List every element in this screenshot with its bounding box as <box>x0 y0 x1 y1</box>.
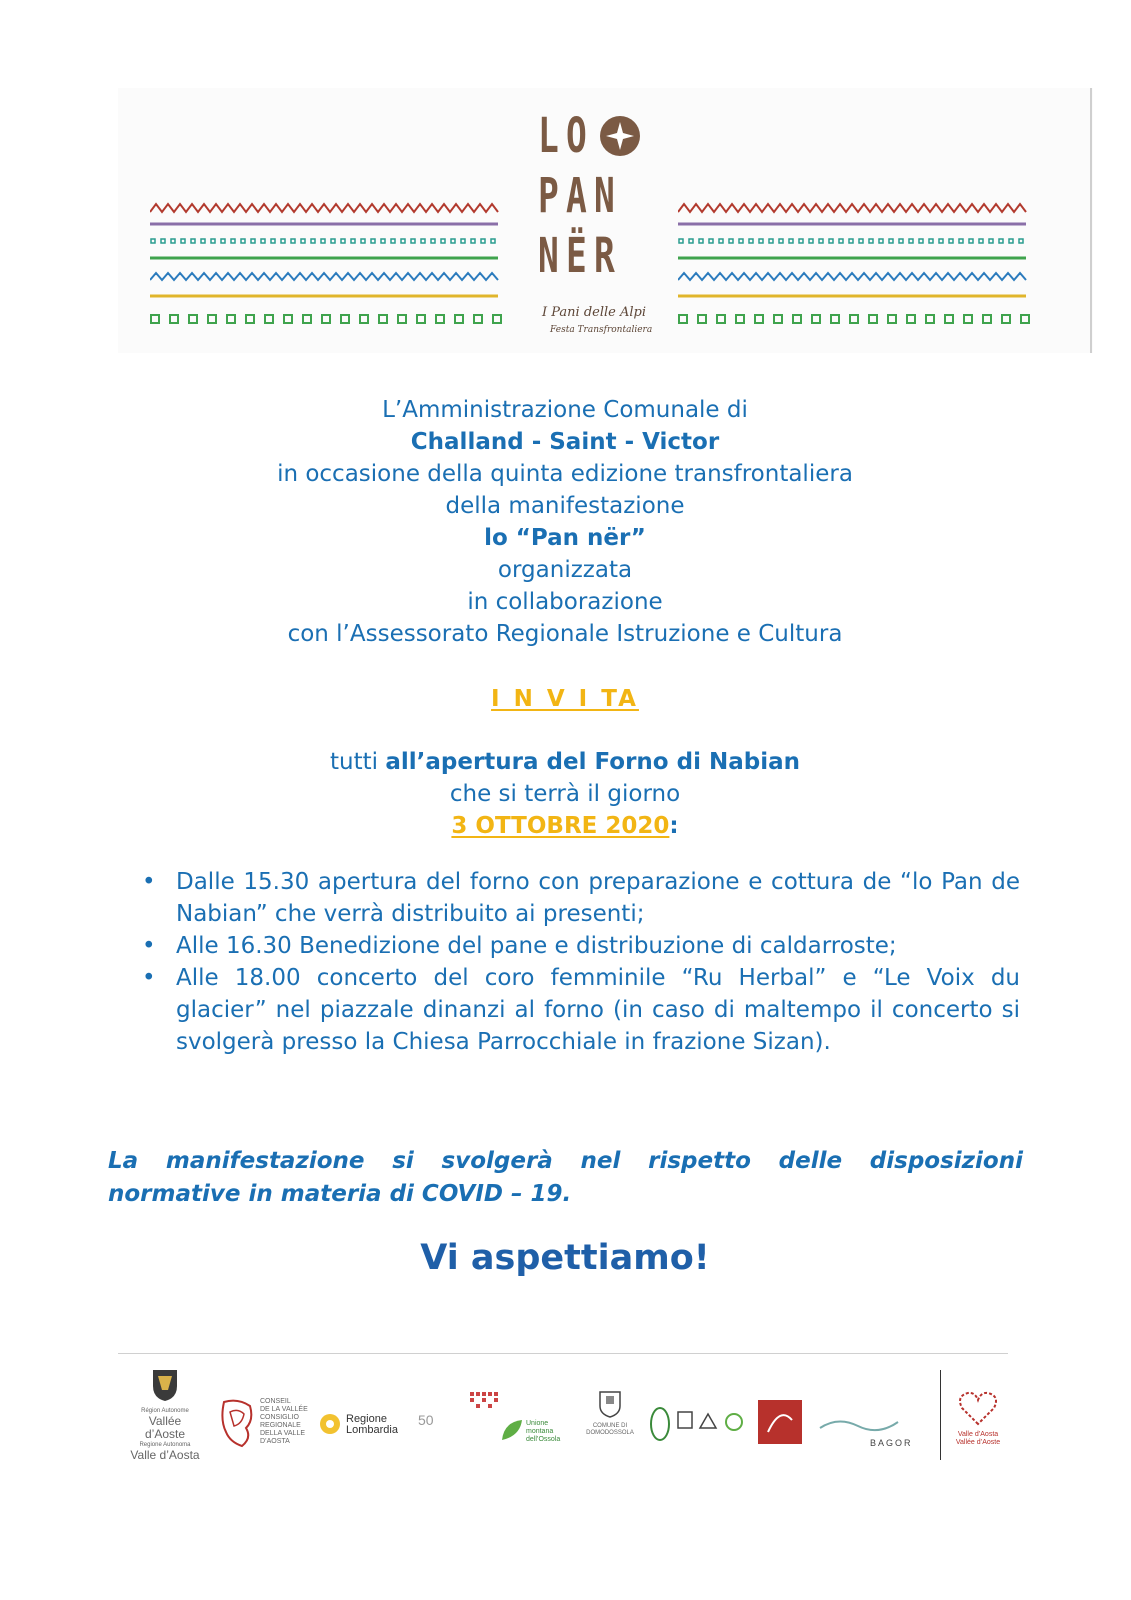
lombardia-rose-icon <box>318 1412 342 1436</box>
program-item: • Alle 18.00 concerto del coro femminile “Ru Herbal” e “Le Voix du glacier” nel piazzale dinanzi al forno (in caso di maltempo il concerto si svolgerà presso la Chiesa Parrocchiale in frazione Sizan). <box>140 962 1020 1058</box>
opening-block <box>110 746 1020 842</box>
brand-line-1: Valle d’Aosta <box>957 1431 999 1438</box>
partner-logos-icon <box>648 1400 758 1450</box>
waves-icon <box>818 1412 908 1436</box>
coat-of-arms-icon <box>150 1366 180 1402</box>
ossola-leaf-icon <box>500 1418 524 1442</box>
intro-line-3: in occasione della quinta edizione transfrontaliera <box>277 461 853 487</box>
invita-heading: I N V I TA <box>491 686 639 712</box>
sponsor-logos <box>118 1360 1008 1475</box>
consiglio-line-1: CONSEIL <box>260 1398 291 1405</box>
banner-edge-line <box>1090 88 1092 353</box>
comune-crest-icon <box>598 1388 622 1418</box>
invita-heading-wrap <box>110 683 1020 715</box>
intro-line-6: organizzata <box>497 557 633 583</box>
sponsor-valle-aosta-brand <box>948 1390 1008 1447</box>
logo-subtitle: I Pani delle Alpi <box>542 305 647 320</box>
sponsor-bacor <box>818 1412 913 1448</box>
date-line <box>110 810 1020 842</box>
heart-icon <box>958 1390 998 1426</box>
sponsor-unesco-group <box>648 1400 758 1455</box>
logo-line-3: NËR <box>538 228 623 284</box>
grid-logo-icon <box>468 1390 518 1420</box>
decorative-pattern-left <box>150 200 510 340</box>
logo-tagline: Festa Transfrontaliera <box>550 325 653 335</box>
covid-note: La manifestazione si svolgerà nel rispetto delle disposizioni normative in materia di COVID – 19. <box>108 1148 1023 1207</box>
red-square-icon <box>758 1400 802 1444</box>
sponsor-va-line-3: Regione Autonoma <box>139 1442 191 1448</box>
event-date: 3 OTTOBRE 2020 <box>451 813 670 839</box>
opening-title: all’apertura del Forno di Nabian <box>385 749 800 775</box>
anniversary-badge: 50 <box>418 1412 434 1428</box>
footer-divider <box>118 1353 1008 1354</box>
intro-line-1: L’Amministrazione Comunale di <box>382 397 748 423</box>
comune-label: COMUNE DI DOMODOSSOLA <box>586 1423 634 1436</box>
bacor-label: BAGOR <box>870 1438 913 1448</box>
sponsor-red-logo <box>758 1400 802 1444</box>
sponsor-va-line-2: Vallée d’Aoste <box>144 1414 186 1441</box>
sponsor-ossola <box>468 1390 568 1460</box>
sponsor-valle-aoste <box>130 1366 200 1462</box>
event-name: lo “Pan nër” <box>484 525 646 551</box>
closing-message: Vi aspettiamo! <box>420 1238 710 1278</box>
municipality-name: Challand - Saint - Victor <box>410 429 720 455</box>
consiglio-line-2: DE LA VALLÉE <box>260 1406 308 1413</box>
consiglio-line-6: D’AOSTA <box>260 1438 290 1445</box>
intro-line-8: con l’Assessorato Regionale Istruzione e Cultura <box>287 621 843 647</box>
logo-star-icon <box>598 114 642 158</box>
program-item: • Alle 16.30 Benedizione del pane e distribuzione di caldarroste; <box>140 930 1020 962</box>
intro-line-4: della manifestazione <box>445 493 685 519</box>
lombardia-label: Regione Lombardia <box>346 1413 398 1436</box>
ossola-label: Unione montana dell’Ossola <box>526 1420 561 1443</box>
sponsor-va-line-1: Région Autonome <box>141 1408 189 1414</box>
date-colon: : <box>669 813 679 839</box>
decorative-pattern-right <box>678 200 1038 340</box>
program-list <box>140 866 1020 1058</box>
consiglio-text <box>260 1398 320 1446</box>
consiglio-line-4: REGIONALE <box>260 1422 301 1429</box>
lo-pan-ner-logo <box>538 108 658 348</box>
logo-line-1: LO <box>538 108 595 164</box>
sponsor-separator <box>940 1370 941 1460</box>
brand-line-2: Vallée d’Aoste <box>955 1439 1001 1446</box>
opening-prefix: tutti <box>330 749 386 775</box>
sponsor-va-line-4: Valle d’Aosta <box>130 1448 200 1462</box>
logo-line-2: PAN <box>538 168 623 224</box>
consiglio-line-3: CONSIGLIO <box>260 1414 299 1421</box>
consiglio-emblem-icon <box>218 1398 256 1448</box>
date-intro: che si terrà il giorno <box>449 781 681 807</box>
intro-line-7: in collaborazione <box>467 589 663 615</box>
sponsor-comune <box>580 1388 640 1437</box>
opening-line <box>110 746 1020 778</box>
intro-block <box>110 394 1020 650</box>
consiglio-line-5: DELLA VALLE <box>260 1430 306 1437</box>
program-item: • Dalle 15.30 apertura del forno con preparazione e cottura de “lo Pan de Nabian” che verrà distribuito ai presenti; <box>140 866 1020 930</box>
